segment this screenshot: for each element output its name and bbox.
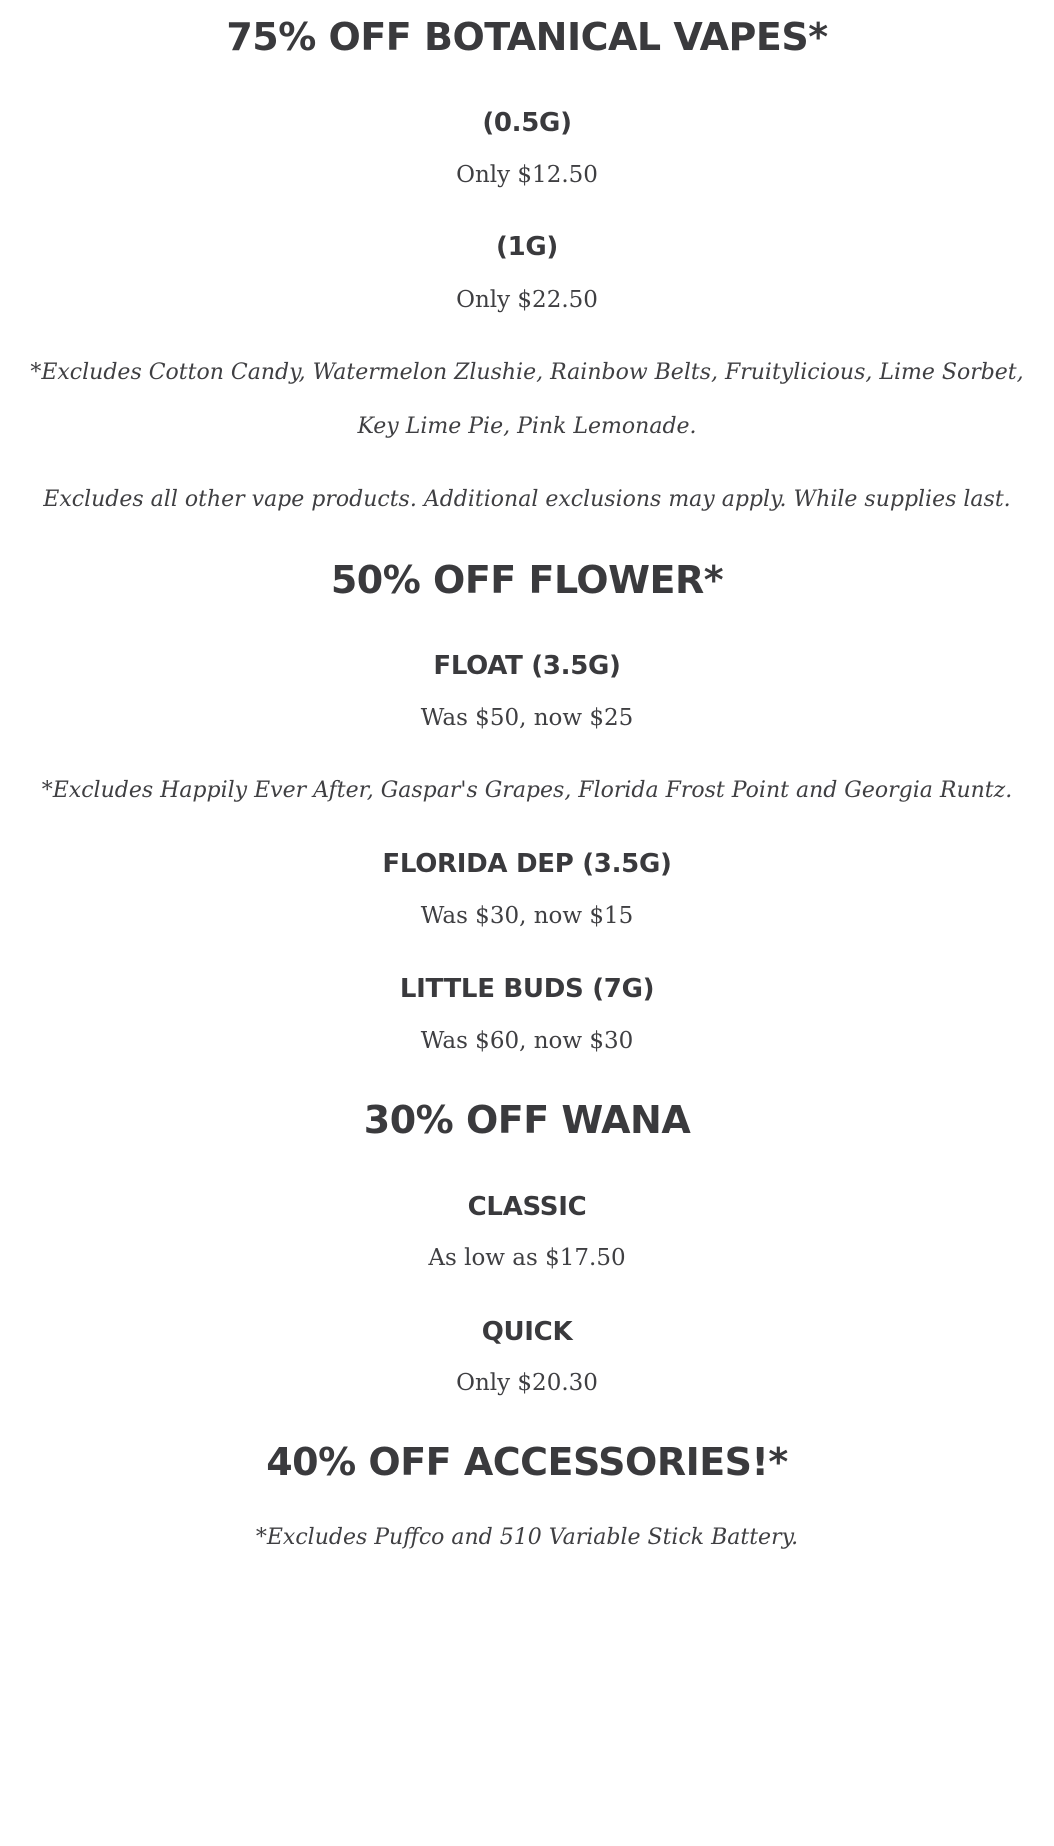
item-name-vape-half-gram: (0.5G) xyxy=(482,108,572,138)
item-price-quick: Only $20.30 xyxy=(456,1370,598,1396)
item-price-little-buds: Was $60, now $30 xyxy=(420,1028,634,1054)
item-price-vape-half-gram: Only $12.50 xyxy=(456,162,598,188)
item-price-florida-dep: Was $30, now $15 xyxy=(420,903,634,929)
item-price-vape-one-gram: Only $22.50 xyxy=(456,287,598,313)
exclusion-note-vapes-line1: *Excludes Cotton Candy, Watermelon Zlushie, Rainbow Belts, Fruitylicious, Lime Sorbet, xyxy=(30,360,1024,385)
item-name-classic: CLASSIC xyxy=(467,1192,587,1222)
section-heading-botanical-vapes: 75% OFF BOTANICAL VAPES* xyxy=(226,15,828,59)
item-price-float: Was $50, now $25 xyxy=(420,705,634,731)
item-name-quick: QUICK xyxy=(481,1317,573,1347)
exclusion-note-flower: *Excludes Happily Ever After, Gaspar's Grapes, Florida Frost Point and Georgia Runtz. xyxy=(41,778,1013,803)
item-name-florida-dep: FLORIDA DEP (3.5G) xyxy=(382,849,672,879)
section-heading-accessories: 40% OFF ACCESSORIES!* xyxy=(266,1440,788,1484)
item-price-classic: As low as $17.50 xyxy=(428,1245,626,1271)
section-heading-flower: 50% OFF FLOWER* xyxy=(330,558,724,602)
exclusion-note-vapes-line2: Key Lime Pie, Pink Lemonade. xyxy=(357,414,697,439)
section-heading-wana: 30% OFF WANA xyxy=(363,1098,691,1142)
exclusion-note-vapes-other: Excludes all other vape products. Additional exclusions may apply. While supplies last. xyxy=(43,487,1011,512)
item-name-little-buds: LITTLE BUDS (7G) xyxy=(399,974,655,1004)
item-name-vape-one-gram: (1G) xyxy=(496,232,558,262)
item-name-float: FLOAT (3.5G) xyxy=(433,651,621,681)
exclusion-note-accessories: *Excludes Puffco and 510 Variable Stick Battery. xyxy=(255,1525,799,1550)
